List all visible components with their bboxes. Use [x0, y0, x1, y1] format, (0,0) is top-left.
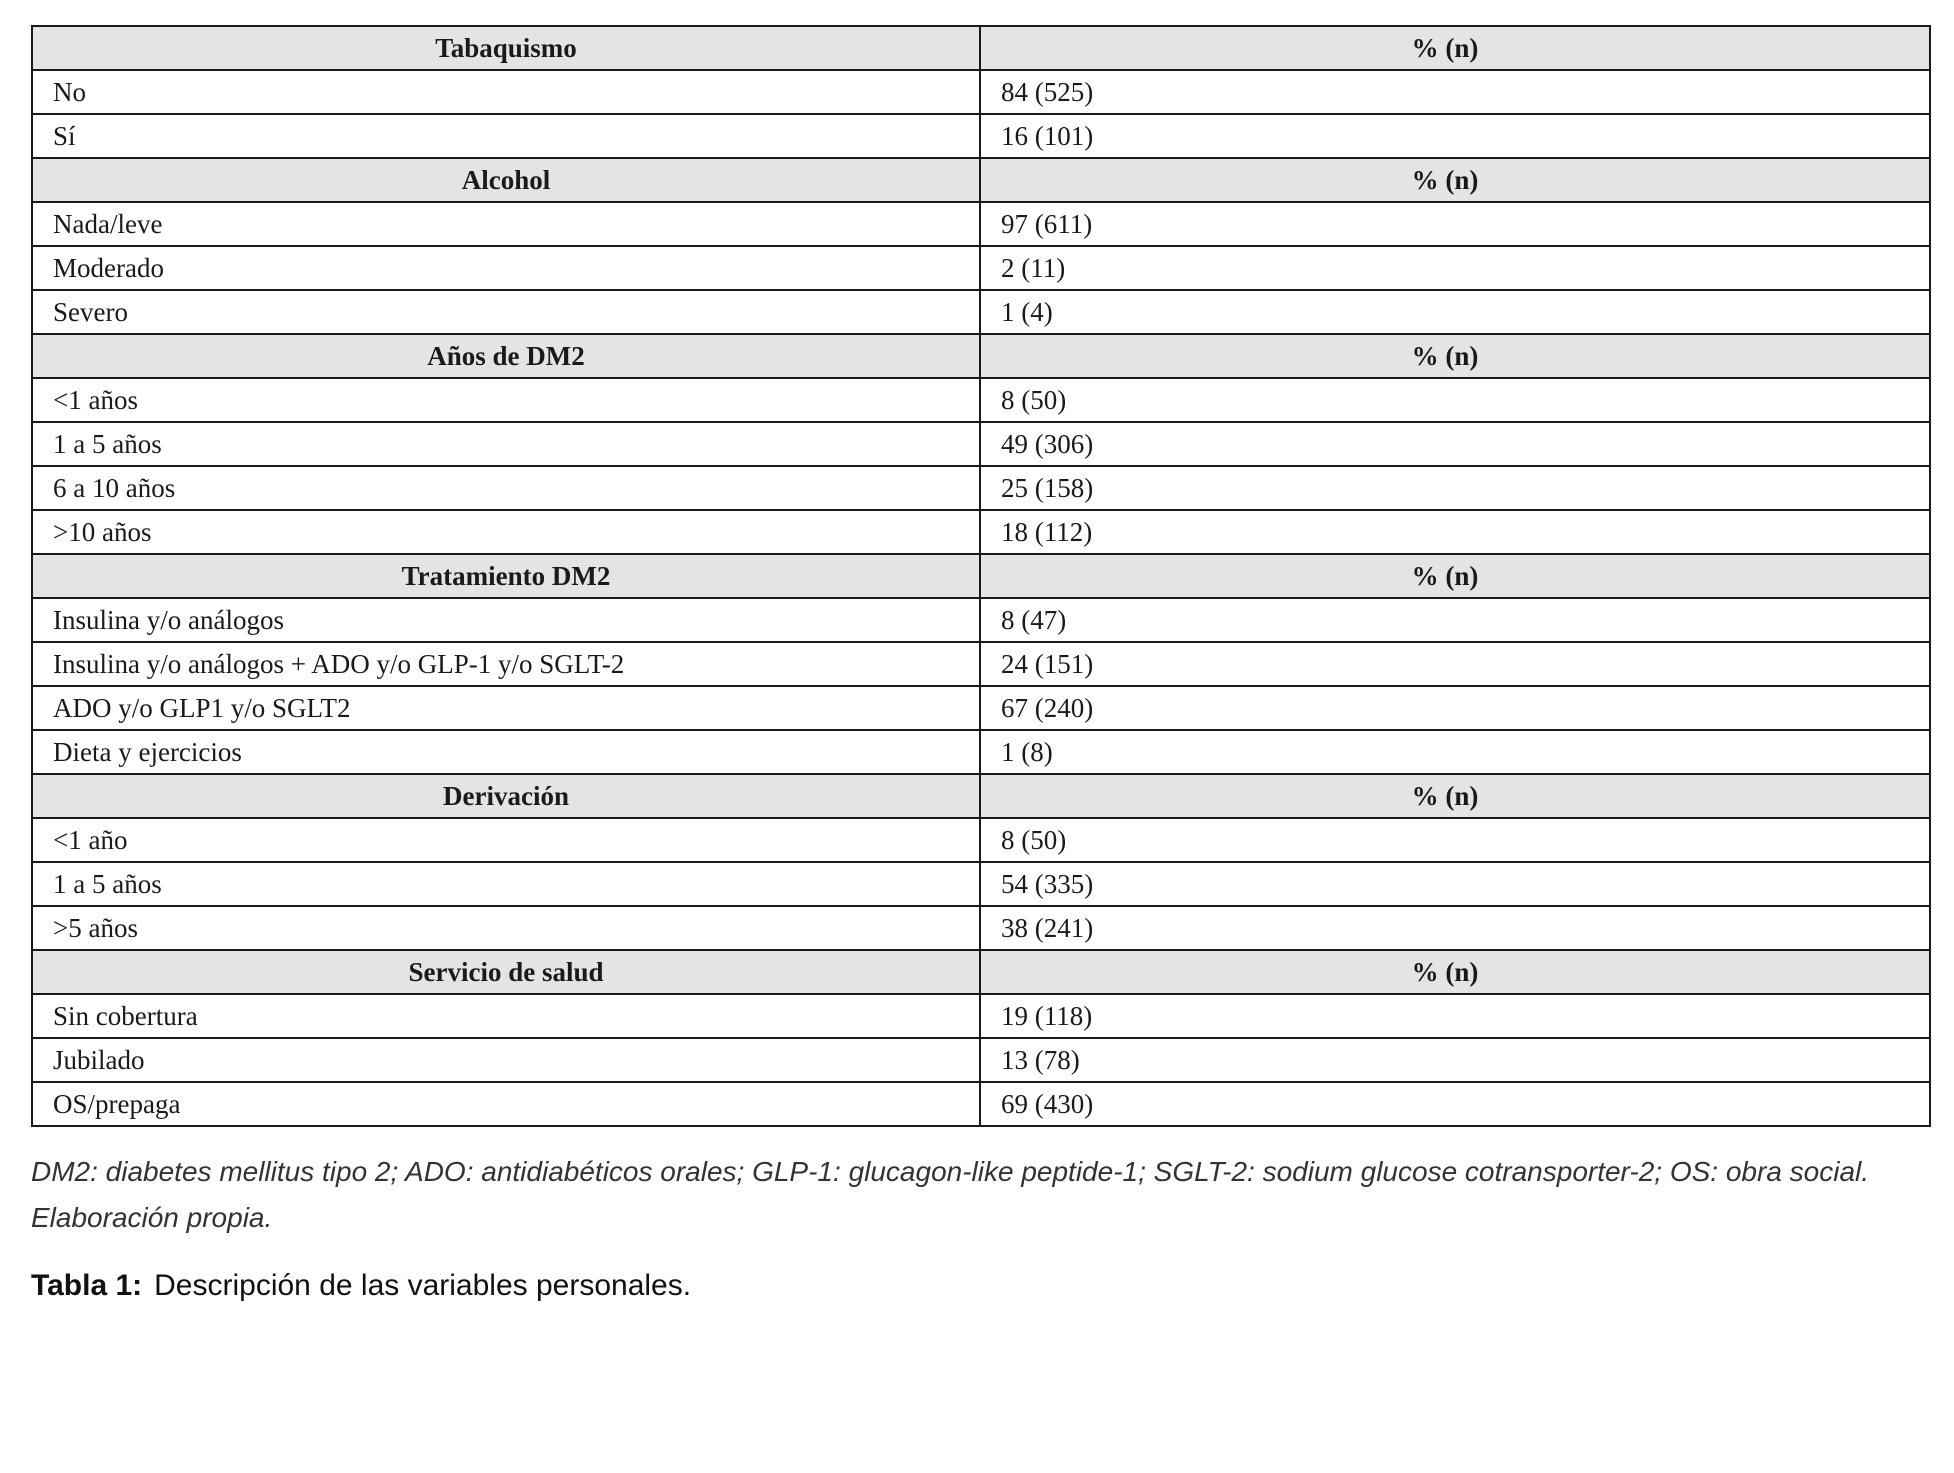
row-label: <1 años	[32, 378, 980, 422]
table-row	[32, 598, 1930, 642]
row-value: 24 (151)	[980, 642, 1930, 686]
row-value: 19 (118)	[980, 994, 1930, 1038]
row-value: 2 (11)	[980, 246, 1930, 290]
row-label: Insulina y/o análogos	[32, 598, 980, 642]
row-label: <1 año	[32, 818, 980, 862]
abbreviations-note: DM2: diabetes mellitus tipo 2; ADO: antidiabéticos orales; GLP-1: glucagon-like peptide-1; SGLT-2: sodium glucose cotransporter-2; OS: obra social.	[31, 1156, 1870, 1187]
row-value: 69 (430)	[980, 1082, 1930, 1126]
section-header-row	[32, 334, 1930, 378]
row-label: Moderado	[32, 246, 980, 290]
row-label: Insulina y/o análogos + ADO y/o GLP-1 y/o SGLT-2	[32, 642, 980, 686]
table-notes	[31, 1149, 1929, 1241]
row-label: Sin cobertura	[32, 994, 980, 1038]
caption-label: Tabla 1:	[31, 1269, 143, 1302]
table-row	[32, 246, 1930, 290]
row-value: 84 (525)	[980, 70, 1930, 114]
row-label: Severo	[32, 290, 980, 334]
table-row	[32, 686, 1930, 730]
section-column-header: % (n)	[980, 334, 1930, 378]
source-note: Elaboración propia.	[31, 1202, 273, 1233]
table-caption	[31, 1269, 1929, 1303]
section-header-row	[32, 554, 1930, 598]
section-title: Tratamiento DM2	[32, 554, 980, 598]
section-header-row	[32, 26, 1930, 70]
row-value: 1 (8)	[980, 730, 1930, 774]
section-title: Servicio de salud	[32, 950, 980, 994]
row-label: Jubilado	[32, 1038, 980, 1082]
row-value: 49 (306)	[980, 422, 1930, 466]
table-row	[32, 114, 1930, 158]
row-value: 25 (158)	[980, 466, 1930, 510]
row-value: 97 (611)	[980, 202, 1930, 246]
table-row	[32, 378, 1930, 422]
section-column-header: % (n)	[980, 950, 1930, 994]
table-row	[32, 70, 1930, 114]
variables-table	[31, 25, 1931, 1127]
row-value: 13 (78)	[980, 1038, 1930, 1082]
table-row	[32, 1082, 1930, 1126]
section-header-row	[32, 158, 1930, 202]
row-value: 54 (335)	[980, 862, 1930, 906]
row-value: 18 (112)	[980, 510, 1930, 554]
section-title: Derivación	[32, 774, 980, 818]
table-row	[32, 730, 1930, 774]
table-row	[32, 422, 1930, 466]
section-header-row	[32, 950, 1930, 994]
row-value: 8 (50)	[980, 378, 1930, 422]
section-title: Años de DM2	[32, 334, 980, 378]
row-label: Sí	[32, 114, 980, 158]
table-row	[32, 510, 1930, 554]
document	[31, 25, 1929, 1303]
row-label: 1 a 5 años	[32, 422, 980, 466]
table-row	[32, 862, 1930, 906]
section-title: Tabaquismo	[32, 26, 980, 70]
table-row	[32, 994, 1930, 1038]
table-row	[32, 290, 1930, 334]
table-row	[32, 818, 1930, 862]
row-label: >5 años	[32, 906, 980, 950]
row-label: No	[32, 70, 980, 114]
row-label: ADO y/o GLP1 y/o SGLT2	[32, 686, 980, 730]
row-value: 1 (4)	[980, 290, 1930, 334]
row-value: 8 (50)	[980, 818, 1930, 862]
row-value: 38 (241)	[980, 906, 1930, 950]
row-label: Dieta y ejercicios	[32, 730, 980, 774]
row-value: 8 (47)	[980, 598, 1930, 642]
section-column-header: % (n)	[980, 554, 1930, 598]
row-label: >10 años	[32, 510, 980, 554]
caption-text: Descripción de las variables personales.	[154, 1269, 692, 1302]
row-label: OS/prepaga	[32, 1082, 980, 1126]
table-row	[32, 202, 1930, 246]
section-column-header: % (n)	[980, 158, 1930, 202]
row-label: Nada/leve	[32, 202, 980, 246]
section-column-header: % (n)	[980, 26, 1930, 70]
table-row	[32, 906, 1930, 950]
table-row	[32, 1038, 1930, 1082]
row-value: 67 (240)	[980, 686, 1930, 730]
row-label: 6 a 10 años	[32, 466, 980, 510]
table-row	[32, 466, 1930, 510]
row-value: 16 (101)	[980, 114, 1930, 158]
table-body	[32, 26, 1930, 1126]
section-title: Alcohol	[32, 158, 980, 202]
table-row	[32, 642, 1930, 686]
section-header-row	[32, 774, 1930, 818]
section-column-header: % (n)	[980, 774, 1930, 818]
row-label: 1 a 5 años	[32, 862, 980, 906]
